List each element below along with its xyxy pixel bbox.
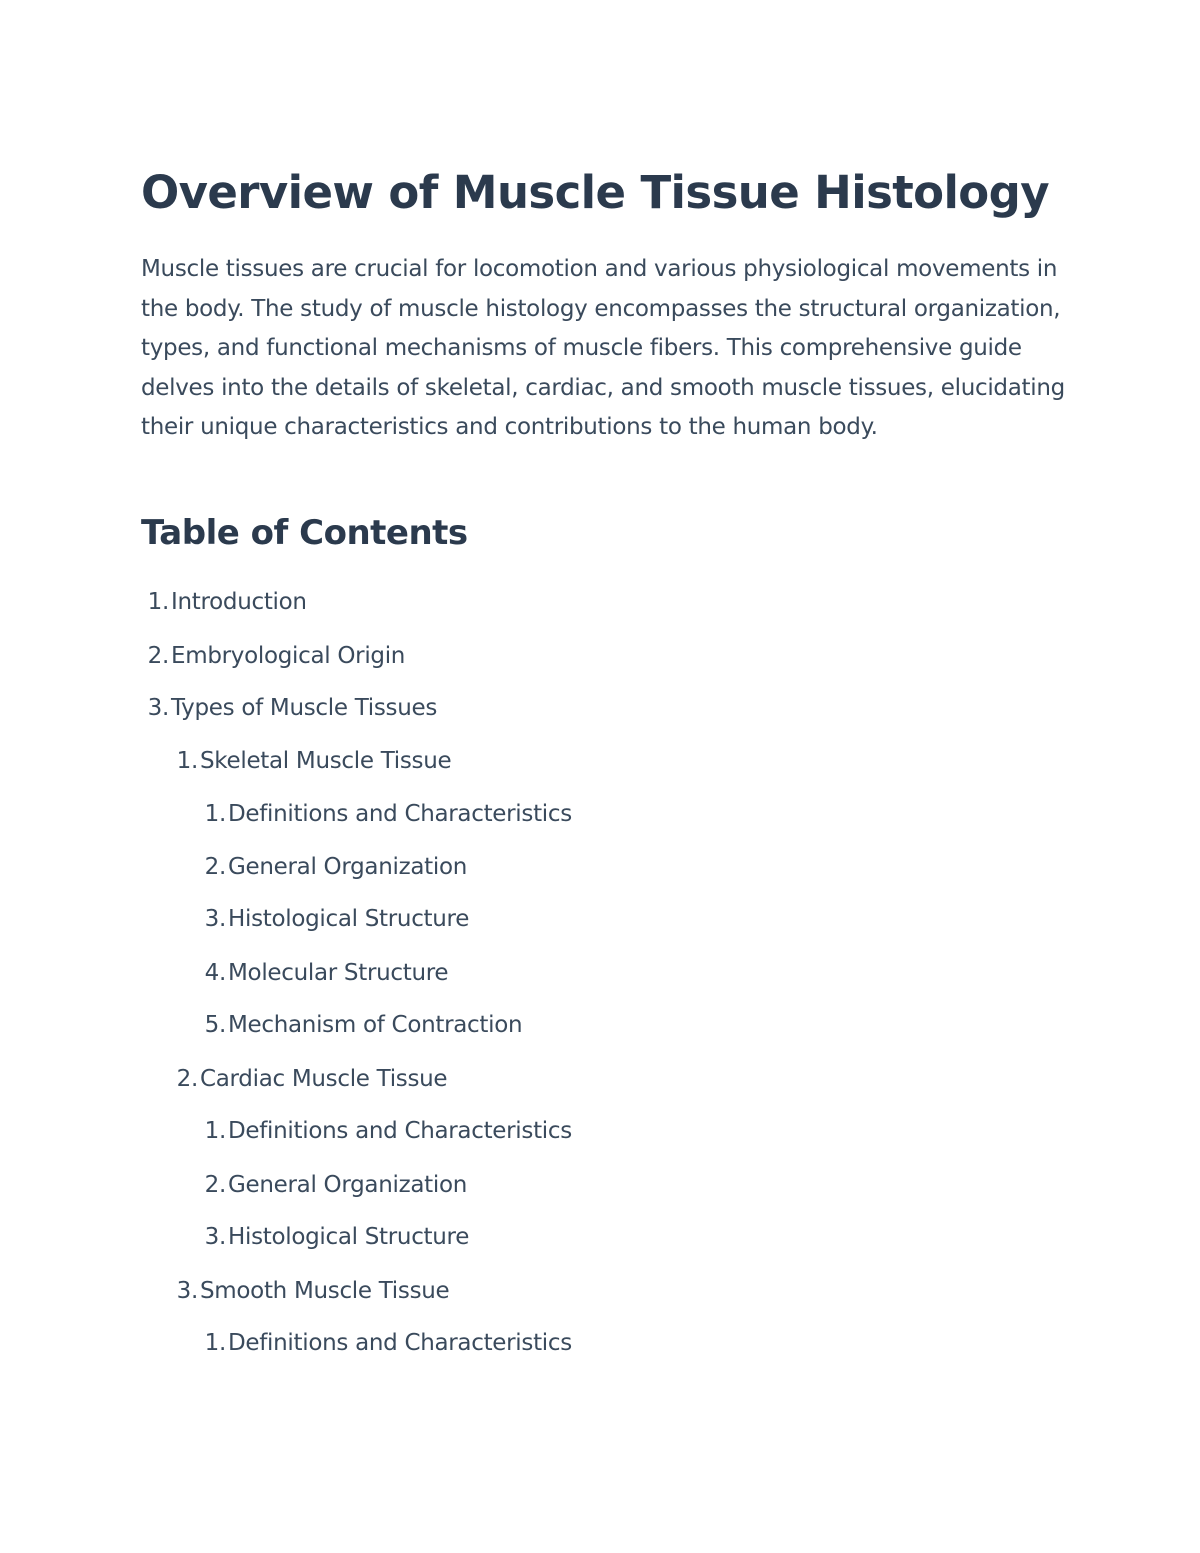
toc-item-label: Definitions and Characteristics	[228, 1118, 572, 1144]
toc-item-label: Smooth Muscle Tissue	[200, 1278, 450, 1304]
toc-item-label: General Organization	[228, 854, 467, 880]
toc-item-label: Definitions and Characteristics	[228, 801, 572, 827]
toc-item-cardiac-general-organization	[198, 1170, 467, 1200]
toc-item-cardiac-definitions	[198, 1116, 572, 1146]
toc-item-label: Introduction	[171, 589, 307, 615]
toc-item-label: Types of Muscle Tissues	[171, 695, 438, 721]
toc-item-skeletal-histological-structure	[198, 904, 469, 934]
toc-item-label: General Organization	[228, 1172, 467, 1198]
toc-heading: Table of Contents	[141, 513, 468, 553]
toc-item-skeletal-mechanism-of-contraction	[198, 1010, 522, 1040]
toc-item-types-of-muscle-tissues	[141, 693, 437, 723]
toc-item-skeletal-molecular-structure	[198, 958, 448, 988]
toc-item-number: 3.	[204, 906, 226, 932]
toc-item-skeletal-muscle-tissue	[170, 746, 451, 776]
toc-item-number: 2.	[204, 854, 226, 880]
toc-item-number: 1.	[176, 748, 198, 774]
toc-item-number: 2.	[147, 643, 169, 669]
toc-item-number: 1.	[147, 589, 169, 615]
document-title: Overview of Muscle Tissue Histology	[141, 166, 1049, 219]
toc-item-embryological-origin	[141, 641, 405, 671]
toc-item-number: 4.	[204, 960, 226, 986]
toc-item-label: Mechanism of Contraction	[228, 1012, 523, 1038]
toc-item-smooth-definitions	[198, 1328, 572, 1358]
toc-item-number: 1.	[204, 1330, 226, 1356]
toc-item-label: Cardiac Muscle Tissue	[200, 1066, 448, 1092]
toc-item-label: Molecular Structure	[228, 960, 449, 986]
toc-item-skeletal-definitions	[198, 799, 572, 829]
toc-item-label: Definitions and Characteristics	[228, 1330, 572, 1356]
toc-item-smooth-muscle-tissue	[170, 1276, 449, 1306]
toc-item-number: 1.	[204, 1118, 226, 1144]
toc-item-label: Skeletal Muscle Tissue	[200, 748, 452, 774]
toc-item-number: 3.	[147, 695, 169, 721]
toc-item-label: Histological Structure	[228, 1224, 470, 1250]
toc-item-cardiac-muscle-tissue	[170, 1064, 447, 1094]
toc-item-number: 2.	[176, 1066, 198, 1092]
toc-item-introduction	[141, 587, 307, 617]
toc-item-skeletal-general-organization	[198, 852, 467, 882]
toc-item-number: 5.	[204, 1012, 226, 1038]
toc-item-label: Embryological Origin	[171, 643, 406, 669]
intro-paragraph: Muscle tissues are crucial for locomotion and various physiological movements in the body. The study of muscle histology encompasses the structural organization, types, and functional mechanisms of muscle fibers. This comprehensive guide delves into the details of skeletal, cardiac, and smooth muscle tissues, elucidating their unique characteristics and contributions to the human body.	[141, 256, 1065, 441]
toc-item-number: 2.	[204, 1172, 226, 1198]
toc-item-number: 3.	[176, 1278, 198, 1304]
toc-item-number: 1.	[204, 801, 226, 827]
toc-item-number: 3.	[204, 1224, 226, 1250]
toc-item-label: Histological Structure	[228, 906, 470, 932]
toc-item-cardiac-histological-structure	[198, 1222, 469, 1252]
